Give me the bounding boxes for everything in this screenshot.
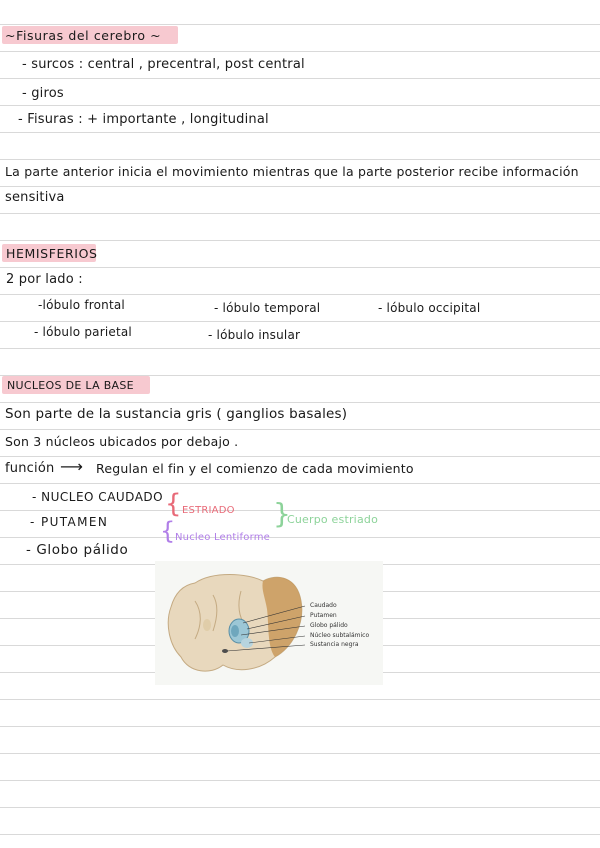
estriado-brace: { xyxy=(165,489,182,519)
nucleo-caudado: - NUCLEO CAUDADO xyxy=(32,490,164,504)
lobe-insular: - lóbulo insular xyxy=(208,328,301,342)
intro-text: 2 por lado : xyxy=(6,272,83,287)
lobe-temporal: - lóbulo temporal xyxy=(214,301,321,315)
lentiforme-brace: { xyxy=(160,517,176,545)
label-cuerpo-estriado: Cuerpo estriado xyxy=(287,513,378,526)
lobe-parietal: - lóbulo parietal xyxy=(34,325,132,339)
figure-label-sustancia-negra: Sustancia negra xyxy=(310,641,359,648)
line-tres-nucleos: Son 3 núcleos ubicados por debajo . xyxy=(5,434,239,449)
paragraph-line-1: La parte anterior inicia el movimiento mientras que la parte posterior recibe información xyxy=(5,164,579,179)
label-lentiforme: Nucleo Lentiforme xyxy=(175,532,270,543)
nucleo-globo: - Globo pálido xyxy=(26,542,129,558)
label-estriado: ESTRIADO xyxy=(182,505,235,516)
list-item-fisuras: - Fisuras : + importante , longitudinal xyxy=(18,112,269,127)
line-sustancia-gris: Son parte de la sustancia gris ( ganglios basales) xyxy=(5,406,348,422)
list-item-surcos: - surcos : central , precentral, post central xyxy=(22,57,305,72)
paragraph-line-2: sensitiva xyxy=(5,190,65,205)
section-title-nucleos: NUCLEOS DE LA BASE xyxy=(7,379,134,392)
list-item-giros: - giros xyxy=(22,86,64,101)
lobe-occipital: - lóbulo occipital xyxy=(378,301,481,315)
cuerpo-estriado-brace: } xyxy=(273,497,291,530)
function-label: función xyxy=(5,461,55,476)
figure-label-globo-palido: Globo pálido xyxy=(310,622,348,629)
figure-label-nucleo-subtalamico: Núcleo subtalámico xyxy=(310,632,370,639)
section-title-fisuras: ~Fisuras del cerebro ~ xyxy=(5,28,162,43)
figure-label-caudado: Caudado xyxy=(310,602,337,609)
brain-coronal-section-image xyxy=(155,561,383,685)
figure-label-putamen: Putamen xyxy=(310,612,337,619)
nucleo-putamen: - PUTAMEN xyxy=(30,515,109,529)
brain-figure xyxy=(155,561,383,685)
lobe-frontal: -lóbulo frontal xyxy=(38,298,125,312)
function-arrow: ⟶ xyxy=(60,457,84,476)
function-text: Regulan el fin y el comienzo de cada movimiento xyxy=(96,461,414,476)
section-title-hemisferios: HEMISFERIOS xyxy=(6,246,98,261)
